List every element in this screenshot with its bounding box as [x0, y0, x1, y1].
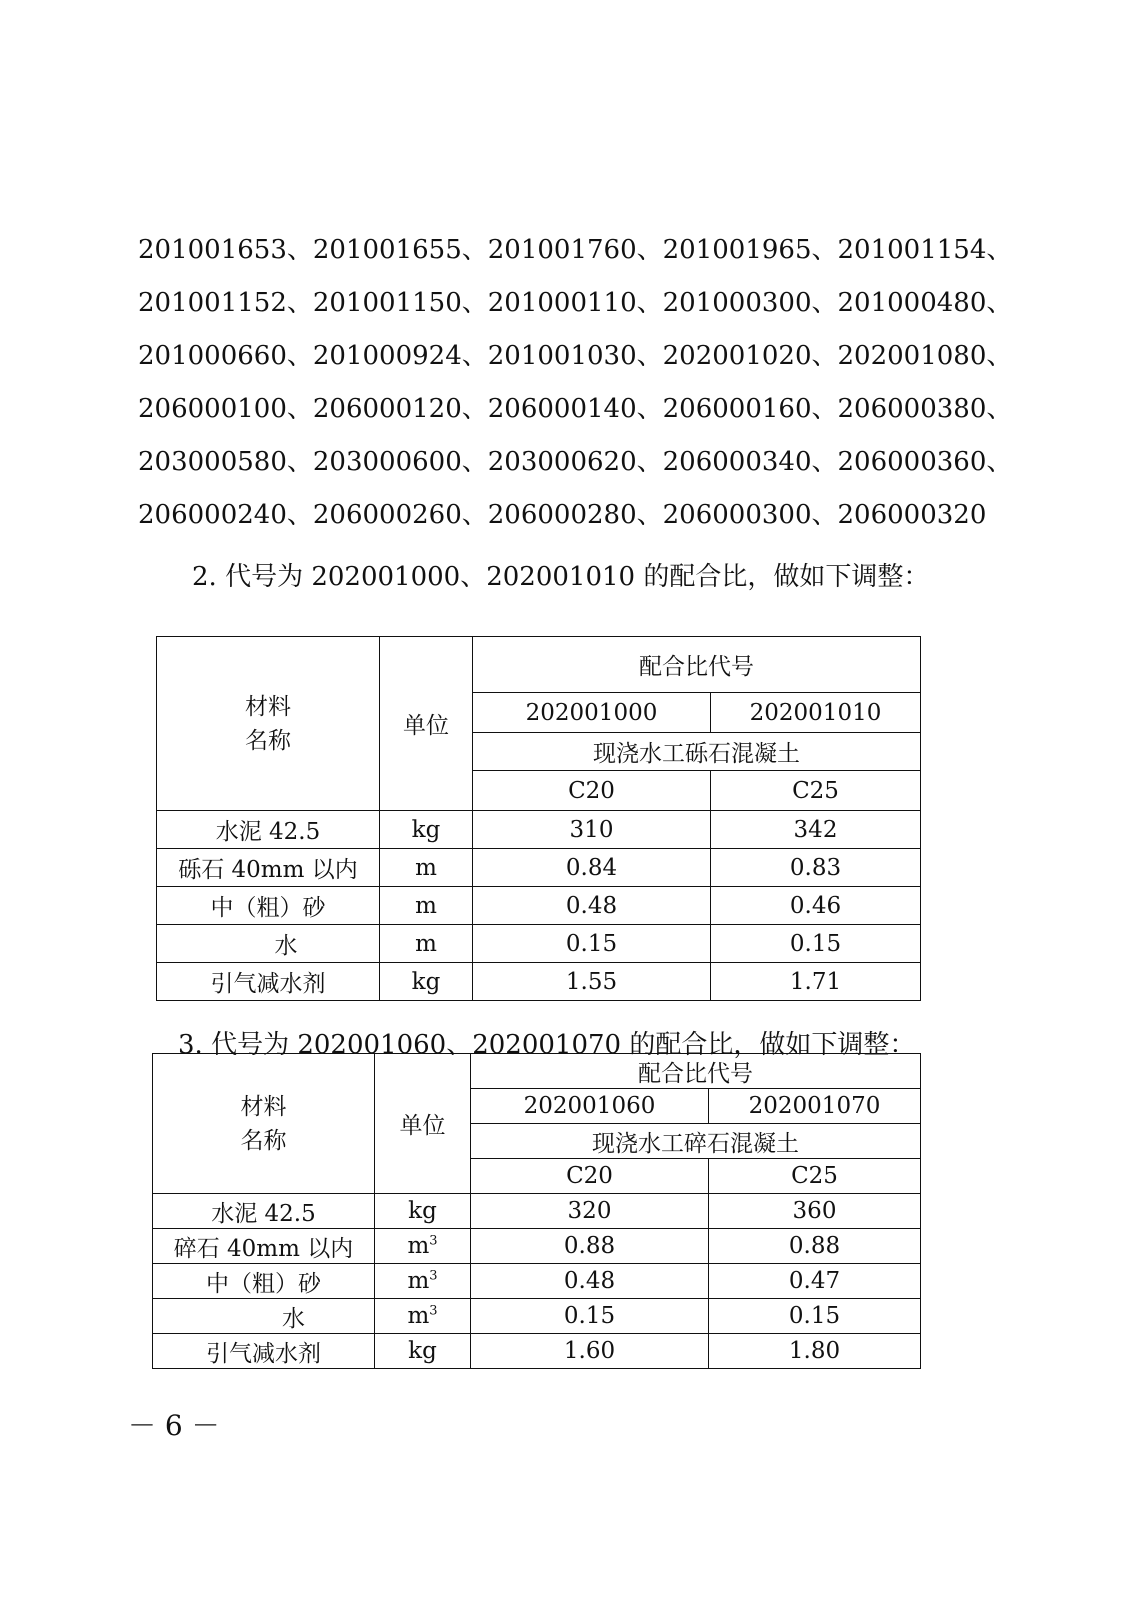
row-value-b: 0.15 [711, 925, 921, 963]
row-material: 水泥 42.5 [153, 1194, 375, 1229]
row-material: 中（粗）砂 [157, 887, 380, 925]
row-material: 中（粗）砂 [153, 1264, 375, 1299]
code-a: 202001000 [473, 693, 711, 733]
row-value-a: 320 [471, 1194, 709, 1229]
row-unit: $m^3$ [375, 1264, 471, 1299]
row-value-a: 0.15 [471, 1299, 709, 1334]
row-material: 引气减水剂 [157, 963, 380, 1001]
row-material: 引气减水剂 [153, 1334, 375, 1369]
row-unit: $m^3$ [375, 1229, 471, 1264]
grade-b: C25 [709, 1159, 921, 1194]
row-value-b: 1.80 [709, 1334, 921, 1369]
code-list [138, 230, 1013, 548]
mix-table-2 [152, 1053, 921, 1369]
header-material: 材料 名称 [157, 637, 380, 811]
code-line: 203000580、203000600、203000620、206000340、206000360、 [138, 447, 1013, 477]
row-value-b: 342 [711, 811, 921, 849]
grade-a: C20 [471, 1159, 709, 1194]
row-unit: $m^3$ [375, 1299, 471, 1334]
row-value-b: 0.83 [711, 849, 921, 887]
code-a: 202001060 [471, 1089, 709, 1124]
row-value-a: 1.60 [471, 1334, 709, 1369]
row-value-b: 1.71 [711, 963, 921, 1001]
row-material: 碎石 40mm 以内 [153, 1229, 375, 1264]
concrete-type: 现浇水工砾石混凝土 [473, 733, 921, 771]
row-value-b: 0.47 [709, 1264, 921, 1299]
row-value-a: 0.48 [473, 887, 711, 925]
row-unit: m [380, 887, 473, 925]
row-material: 水泥 42.5 [157, 811, 380, 849]
code-line: 201001152、201001150、201000110、201000300、201000480、 [138, 288, 1013, 318]
code-line: 201000660、201000924、201001030、202001020、202001080、 [138, 341, 1013, 371]
row-value-b: 360 [709, 1194, 921, 1229]
section-2-heading: 2. 代号为 202001000、202001010 的配合比，做如下调整： [192, 562, 930, 592]
header-code-group: 配合比代号 [473, 637, 921, 693]
row-value-b: 0.88 [709, 1229, 921, 1264]
mix-table-1 [156, 636, 921, 1001]
row-unit: kg [375, 1334, 471, 1369]
row-value-a: 0.15 [473, 925, 711, 963]
code-line: 206000240、206000260、206000280、206000300、206000320 [138, 500, 987, 530]
header-unit: 单位 [380, 637, 473, 811]
concrete-type: 现浇水工碎石混凝土 [471, 1124, 921, 1159]
row-material: 水 [157, 925, 380, 963]
row-value-a: 0.48 [471, 1264, 709, 1299]
row-unit: kg [375, 1194, 471, 1229]
row-material: 砾石 40mm 以内 [157, 849, 380, 887]
row-value-a: 1.55 [473, 963, 711, 1001]
row-unit: kg [380, 811, 473, 849]
row-unit: m [380, 925, 473, 963]
header-code-group: 配合比代号 [471, 1054, 921, 1089]
page-number: － 6 － [128, 1409, 220, 1442]
header-material: 材料 名称 [153, 1054, 375, 1194]
row-material: 水 [153, 1299, 375, 1334]
row-value-a: 0.88 [471, 1229, 709, 1264]
code-line: 206000100、206000120、206000140、206000160、206000380、 [138, 394, 1013, 424]
row-unit: kg [380, 963, 473, 1001]
row-value-b: 0.15 [709, 1299, 921, 1334]
grade-a: C20 [473, 771, 711, 811]
code-b: 202001070 [709, 1089, 921, 1124]
row-value-a: 310 [473, 811, 711, 849]
code-b: 202001010 [711, 693, 921, 733]
header-unit: 单位 [375, 1054, 471, 1194]
section-3-heading: 3. 代号为 202001060、202001070 的配合比，做如下调整： [178, 1030, 916, 1060]
grade-b: C25 [711, 771, 921, 811]
row-value-a: 0.84 [473, 849, 711, 887]
row-unit: m [380, 849, 473, 887]
code-line: 201001653、201001655、201001760、201001965、201001154、 [138, 235, 1013, 265]
row-value-b: 0.46 [711, 887, 921, 925]
